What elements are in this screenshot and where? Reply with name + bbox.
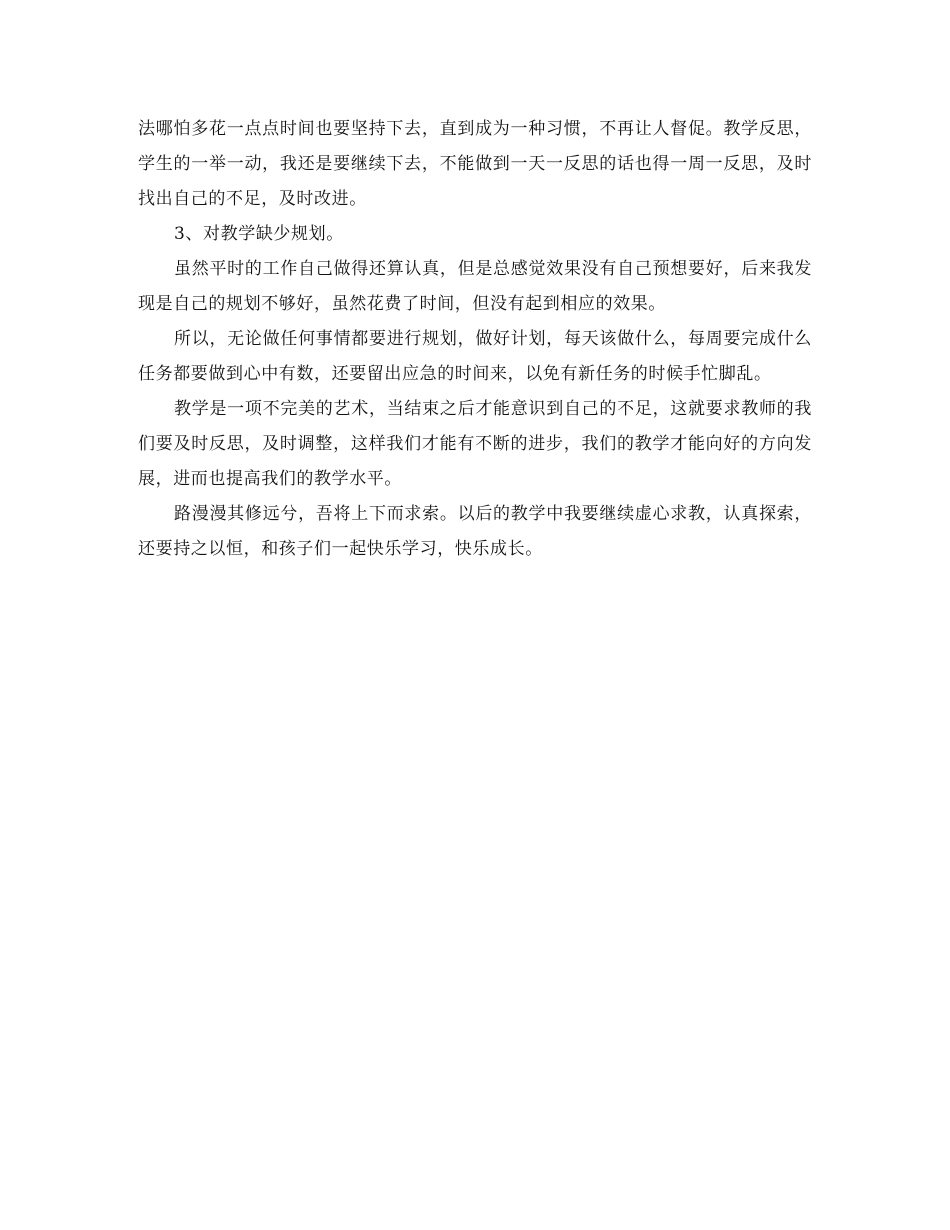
section-heading-planning: 3、对教学缺少规划。 bbox=[174, 224, 344, 244]
paragraph: 路漫漫其修远兮，吾将上下而求索。以后的教学中我要继续虚心求教，认真探索，还要持之以恒，和孩子们一起快乐学习，快乐成长。 bbox=[138, 504, 812, 559]
paragraph: 教学是一项不完美的艺术，当结束之后才能意识到自己的不足，这就要求教师的我们要及时反思，及时调整，这样我们才能有不断的进步，我们的教学才能向好的方向发展，进而也提高我们的教学水平。 bbox=[138, 399, 812, 489]
paragraph: 所以，无论做任何事情都要进行规划，做好计划，每天该做什么，每周要完成什么任务都要做到心中有数，还要留出应急的时间来，以免有新任务的时候手忙脚乱。 bbox=[138, 329, 812, 384]
paragraph: 虽然平时的工作自己做得还算认真，但是总感觉效果没有自己预想要好，后来我发现是自己的规划不够好，虽然花费了时间，但没有起到相应的效果。 bbox=[138, 259, 812, 314]
document-body bbox=[138, 112, 812, 567]
paragraph-continuation: 法哪怕多花一点点时间也要坚持下去，直到成为一种习惯，不再让人督促。教学反思，学生的一举一动，我还是要继续下去，不能做到一天一反思的话也得一周一反思，及时找出自己的不足，及时改进。 bbox=[138, 119, 812, 209]
